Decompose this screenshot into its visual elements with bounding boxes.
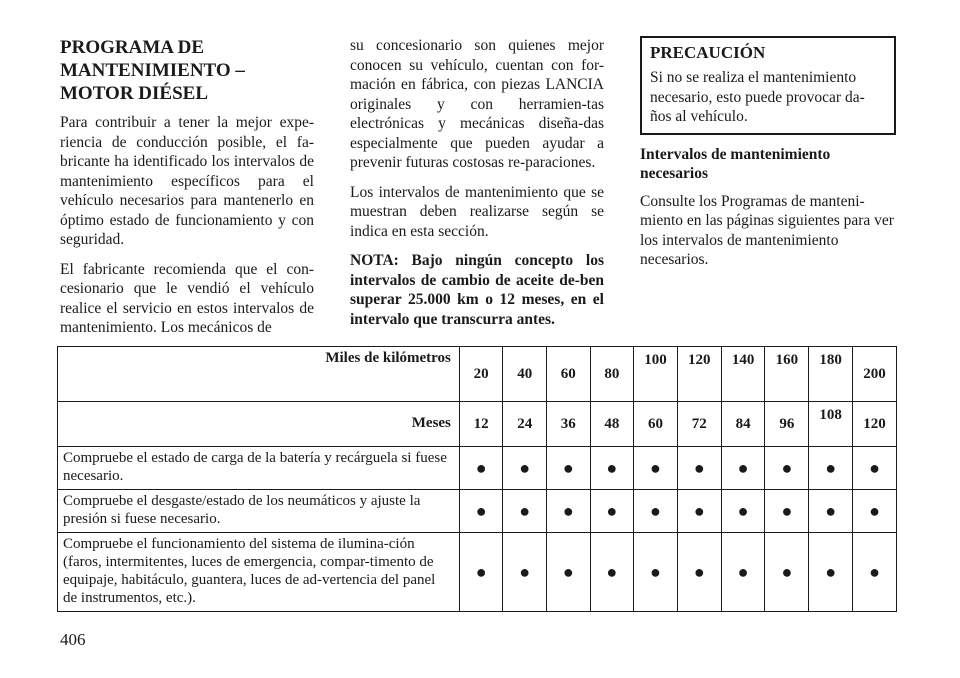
service-mark: ● — [721, 533, 765, 612]
required-intervals-heading: Intervalos de mantenimiento necesarios — [640, 145, 831, 182]
service-mark: ● — [721, 447, 765, 490]
months-label: Meses — [58, 402, 460, 447]
service-mark: ● — [503, 447, 547, 490]
service-mark: ● — [459, 533, 503, 612]
service-mark: ● — [853, 490, 897, 533]
service-mark: ● — [853, 447, 897, 490]
service-mark: ● — [590, 447, 634, 490]
service-mark: ● — [677, 533, 721, 612]
service-mark: ● — [765, 490, 809, 533]
months-header-row — [58, 402, 897, 447]
section-title — [60, 36, 314, 105]
service-mark: ● — [547, 533, 591, 612]
service-mark: ● — [634, 447, 678, 490]
months-cell: 12 — [459, 402, 503, 447]
oil-change-note: NOTA: Bajo ningún concepto los intervalos de cambio de aceite de-ben superar 25.000 km o 12 meses, en el intervalo que transcurra antes. — [350, 252, 604, 328]
service-mark: ● — [765, 533, 809, 612]
months-cell: 60 — [634, 402, 678, 447]
task-label: Compruebe el estado de carga de la batería y recárguela si fuese necesario. — [58, 447, 460, 490]
title-line-2: MANTENIMIENTO – — [60, 60, 245, 81]
service-mark: ● — [547, 447, 591, 490]
service-mark: ● — [503, 533, 547, 612]
service-mark: ● — [853, 533, 897, 612]
months-cell: 84 — [721, 402, 765, 447]
months-cell: 48 — [590, 402, 634, 447]
months-cell: 24 — [503, 402, 547, 447]
service-mark: ● — [590, 490, 634, 533]
months-cell: 108 — [809, 402, 853, 447]
service-mark: ● — [809, 490, 853, 533]
service-mark: ● — [634, 533, 678, 612]
service-mark: ● — [765, 447, 809, 490]
task-label: Compruebe el funcionamiento del sistema de ilumina-ción (faros, intermitentes, luces de emergencia, compar-timento de equipaje, habitáculo, guantera, luces de ad-vertencia del panel de instrumentos, etc.). — [58, 533, 460, 612]
maintenance-schedule-table — [57, 346, 897, 612]
caution-title: PRECAUCIÓN — [650, 43, 766, 62]
months-cell: 36 — [547, 402, 591, 447]
km-cell: 200 — [853, 347, 897, 402]
table-row — [58, 533, 897, 612]
caution-text: Si no se realiza el mantenimiento necesario, esto puede provocar da-ños al vehículo. — [650, 69, 865, 125]
caution-box — [640, 36, 896, 135]
km-cell: 160 — [765, 347, 809, 402]
title-line-1: PROGRAMA DE — [60, 37, 205, 58]
table-row — [58, 490, 897, 533]
table-row — [58, 447, 897, 490]
km-cell: 20 — [459, 347, 503, 402]
km-cell: 120 — [677, 347, 721, 402]
service-mark: ● — [721, 490, 765, 533]
km-cell: 140 — [721, 347, 765, 402]
page-number: 406 — [60, 630, 86, 649]
dealer-paragraph-continued: su concesionario son quienes mejor conocen su vehículo, cuentan con for-mación en fábrica, con piezas LANCIA originales y con herramien-tas electrónicas y mecánicas diseña-das especialmente que pueden ayudar a prevenir futuras costosas re-paraciones. — [350, 37, 604, 171]
km-cell: 80 — [590, 347, 634, 402]
service-mark: ● — [809, 447, 853, 490]
service-mark: ● — [503, 490, 547, 533]
km-cell: 100 — [634, 347, 678, 402]
service-mark: ● — [459, 447, 503, 490]
km-cell: 40 — [503, 347, 547, 402]
service-mark: ● — [547, 490, 591, 533]
title-line-3: MOTOR DIÉSEL — [60, 83, 208, 104]
service-mark: ● — [459, 490, 503, 533]
months-cell: 96 — [765, 402, 809, 447]
service-mark: ● — [677, 490, 721, 533]
kilometers-label: Miles de kilómetros — [58, 347, 460, 402]
dealer-paragraph: El fabricante recomienda que el con-cesionario que le vendió el vehículo realice el servicio en estos intervalos de mantenimiento. Los mecánicos de — [60, 260, 314, 336]
service-mark: ● — [590, 533, 634, 612]
right-column — [640, 36, 896, 280]
months-cell: 120 — [853, 402, 897, 447]
months-cell: 72 — [677, 402, 721, 447]
kilometers-header-row — [58, 347, 897, 402]
task-label: Compruebe el desgaste/estado de los neumáticos y ajuste la presión si fuese necesario. — [58, 490, 460, 533]
intervals-paragraph: Los intervalos de mantenimiento que se muestran deben realizarse según se indica en esta sección. — [350, 183, 604, 240]
required-intervals-paragraph: Consulte los Programas de manteni-miento en las páginas siguientes para ver los intervalos de mantenimiento necesarios. — [640, 192, 894, 268]
service-mark: ● — [677, 447, 721, 490]
middle-column — [350, 36, 604, 339]
service-mark: ● — [809, 533, 853, 612]
service-mark: ● — [634, 490, 678, 533]
left-column — [60, 36, 314, 348]
km-cell: 180 — [809, 347, 853, 402]
intro-paragraph: Para contribuir a tener la mejor expe-riencia de conducción posible, el fa-bricante ha identificado los intervalos de mantenimiento específicos para el vehículo necesarios para mantenerlo en óptimo estado de funcionamiento y con seguridad. — [60, 114, 314, 248]
km-cell: 60 — [547, 347, 591, 402]
